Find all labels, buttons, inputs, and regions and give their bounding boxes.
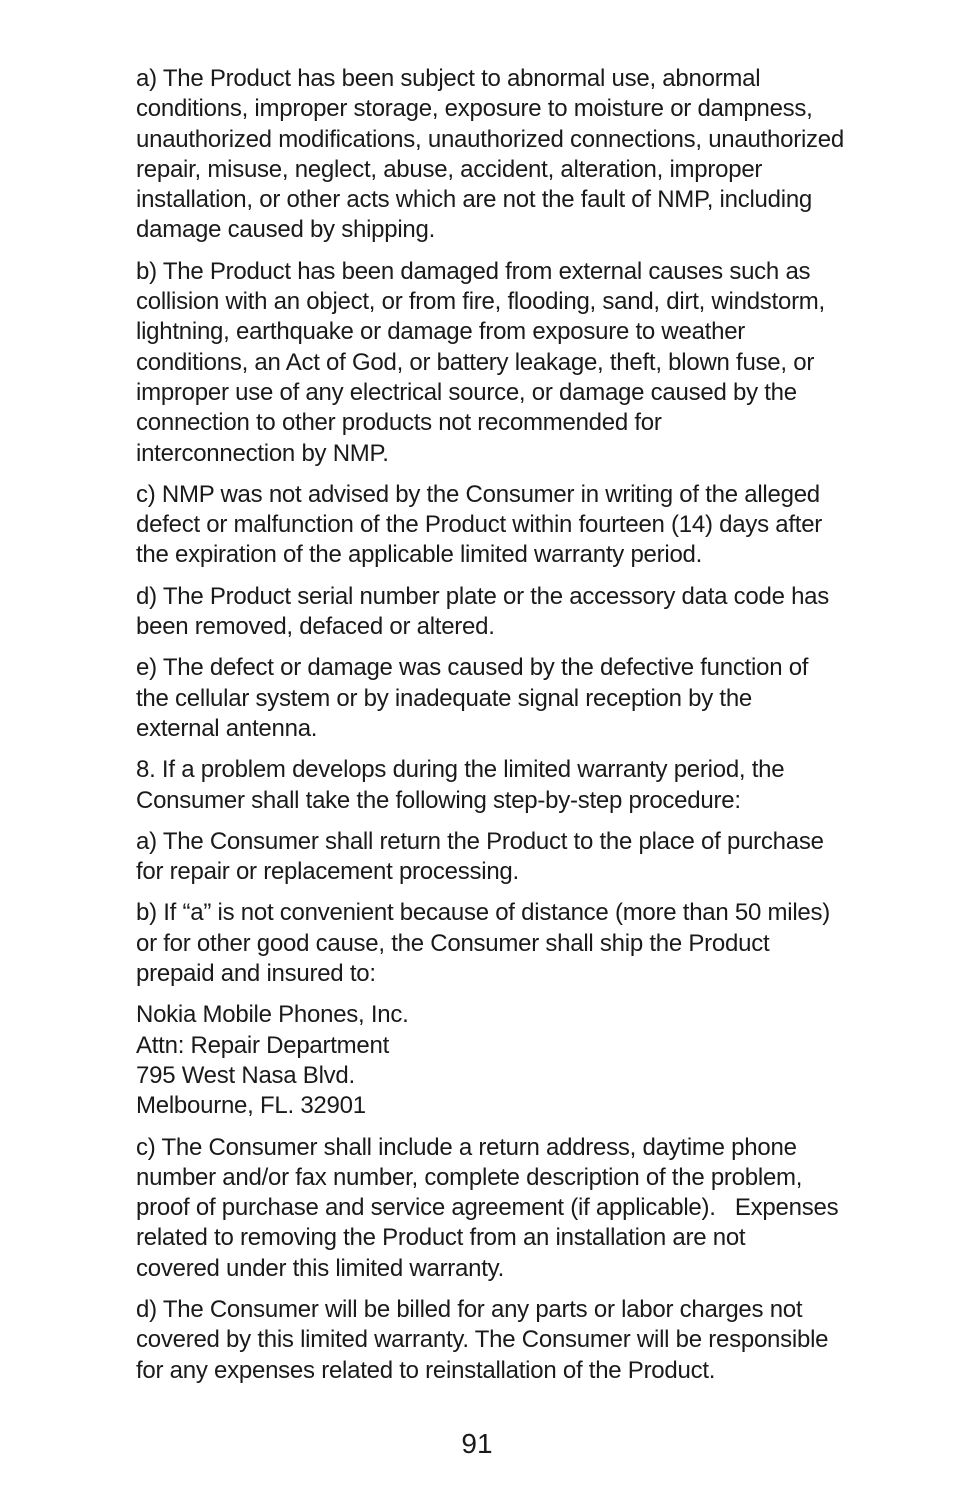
text-line: installation, or other acts which are not the fault of NMP, including <box>136 186 813 214</box>
text-line: conditions, an Act of God, or battery leakage, theft, blown fuse, or <box>136 348 815 376</box>
text-line: connection to other products not recommended for <box>136 409 662 437</box>
text-line: for any expenses related to reinstallation of the Product. <box>136 1356 716 1384</box>
paragraph-8d <box>136 1295 881 1386</box>
text-line: damage caused by shipping. <box>136 216 436 244</box>
text-line: a) The Consumer shall return the Product to the place of purchase <box>136 827 824 855</box>
text-line: unauthorized modifications, unauthorized connections, unauthorized <box>136 125 844 153</box>
text-line: the cellular system or by inadequate signal reception by the <box>136 684 753 712</box>
text-line: been removed, defaced or altered. <box>136 613 495 641</box>
paragraph-8 <box>136 755 881 816</box>
text-line: conditions, improper storage, exposure to moisture or dampness, <box>136 95 813 123</box>
text-line: d) The Product serial number plate or the accessory data code has <box>136 582 830 610</box>
text-line: 8. If a problem develops during the limited warranty period, the <box>136 756 785 784</box>
paragraph-8a <box>136 827 881 888</box>
text-line: lightning, earthquake or damage from exposure to weather <box>136 318 746 346</box>
text-line: c) NMP was not advised by the Consumer in writing of the alleged <box>136 480 820 508</box>
paragraph-7e <box>136 653 881 744</box>
text-line: Consumer shall take the following step-by-step procedure: <box>136 786 741 814</box>
text-line: covered by this limited warranty. The Consumer will be responsible <box>136 1326 829 1354</box>
text-line: improper use of any electrical source, or damage caused by the <box>136 378 797 406</box>
text-line: defect or malfunction of the Product within fourteen (14) days after <box>136 511 823 539</box>
text-line: proof of purchase and service agreement (if applicable). Expenses <box>136 1194 839 1222</box>
text-line: d) The Consumer will be billed for any parts or labor charges not <box>136 1295 803 1323</box>
paragraph-8c <box>136 1133 881 1284</box>
paragraph-8b <box>136 898 881 989</box>
paragraph-7b <box>136 257 881 469</box>
text-line: the expiration of the applicable limited warranty period. <box>136 541 703 569</box>
text-line: a) The Product has been subject to abnormal use, abnormal <box>136 65 761 92</box>
page-number: 91 <box>461 1428 493 1459</box>
text-line: repair, misuse, neglect, abuse, accident, alteration, improper <box>136 155 763 183</box>
address-line: Nokia Mobile Phones, Inc. <box>136 1001 409 1029</box>
address-line: 795 West Nasa Blvd. <box>136 1061 355 1089</box>
paragraph-7d <box>136 582 881 643</box>
text-line: interconnection by NMP. <box>136 439 389 467</box>
text-line: b) If “a” is not convenient because of distance (more than 50 miles) <box>136 899 831 927</box>
paragraph-7c <box>136 480 881 571</box>
address-line: Attn: Repair Department <box>136 1031 390 1059</box>
address-line: Melbourne, FL. 32901 <box>136 1092 366 1120</box>
warranty-text-body <box>136 64 881 1397</box>
paragraph-7a <box>136 64 881 246</box>
text-line: number and/or fax number, complete description of the problem, <box>136 1163 803 1191</box>
repair-address <box>136 1000 881 1121</box>
text-line: covered under this limited warranty. <box>136 1254 505 1282</box>
text-line: collision with an object, or from fire, flooding, sand, dirt, windstorm, <box>136 288 825 316</box>
text-line: c) The Consumer shall include a return address, daytime phone <box>136 1133 797 1161</box>
text-line: for repair or replacement processing. <box>136 858 519 886</box>
text-line: external antenna. <box>136 714 318 742</box>
text-line: related to removing the Product from an installation are not <box>136 1224 746 1252</box>
text-line: e) The defect or damage was caused by the defective function of <box>136 654 809 682</box>
text-line: b) The Product has been damaged from external causes such as <box>136 257 811 285</box>
text-line: or for other good cause, the Consumer shall ship the Product <box>136 929 770 957</box>
text-line: prepaid and insured to: <box>136 960 376 988</box>
